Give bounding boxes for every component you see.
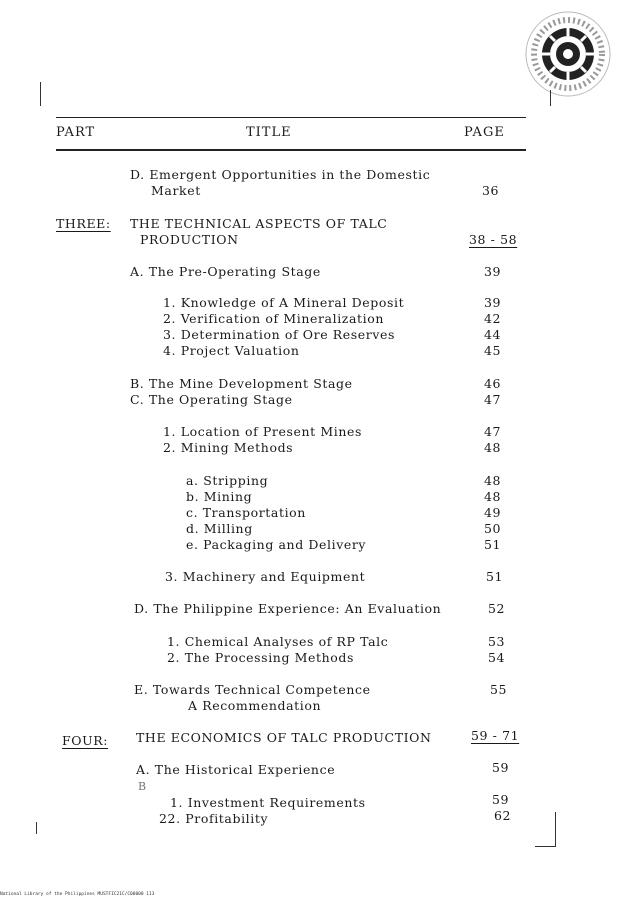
toc-entry-page: 39 xyxy=(484,295,502,310)
toc-item: 1. Investment Requirements xyxy=(170,795,366,810)
toc-item: 1. Chemical Analyses of RP Talc xyxy=(167,634,389,649)
part-pages: 59 - 71 xyxy=(471,728,520,743)
toc-entry-page: 54 xyxy=(488,650,506,665)
toc-entry-page: 39 xyxy=(484,264,502,279)
header-page: PAGE xyxy=(464,125,505,140)
toc-entry-page: 52 xyxy=(488,601,506,616)
part-title: THE ECONOMICS OF TALC PRODUCTION xyxy=(136,730,432,745)
toc-section: B. The Mine Development Stage xyxy=(130,376,353,391)
toc-entry-page: 44 xyxy=(484,327,502,342)
toc-item: 2. Verification of Mineralization xyxy=(163,311,385,326)
header-part: PART xyxy=(56,125,96,140)
header-title: TITLE xyxy=(246,125,292,140)
toc-item: 1. Knowledge of A Mineral Deposit xyxy=(163,295,405,310)
toc-section: C. The Operating Stage xyxy=(130,392,293,407)
toc-entry-page: 36 xyxy=(482,183,500,198)
toc-entry-page: 46 xyxy=(484,376,502,391)
toc-section: A. The Pre-Operating Stage xyxy=(130,264,321,279)
toc-item: 2. The Processing Methods xyxy=(167,650,355,665)
toc-section: D. The Philippine Experience: An Evaluation xyxy=(134,601,442,616)
toc-entry-page: 59 xyxy=(492,760,510,775)
toc-section: A. The Historical Experience xyxy=(136,762,336,777)
margin-tick xyxy=(40,82,41,106)
toc-section: B xyxy=(138,780,147,793)
header-top-rule xyxy=(56,117,526,118)
part-pages: 38 - 58 xyxy=(469,232,518,247)
toc-entry-page: 49 xyxy=(484,505,502,520)
toc-entry-page: 42 xyxy=(484,311,502,326)
part-label: FOUR: xyxy=(62,733,109,748)
toc-section: E. Towards Technical Competence xyxy=(134,682,371,697)
toc-entry-page: 51 xyxy=(486,569,504,584)
toc-entry-page: 47 xyxy=(484,424,502,439)
toc-entry-page: 50 xyxy=(484,521,502,536)
part-title: THE TECHNICAL ASPECTS OF TALC xyxy=(130,216,388,231)
toc-entry-page: 48 xyxy=(484,473,502,488)
toc-item: 3. Determination of Ore Reserves xyxy=(163,327,396,342)
part-title: PRODUCTION xyxy=(140,232,239,247)
toc-entry-page: 48 xyxy=(484,440,502,455)
toc-entry-title: D. Emergent Opportunities in the Domestic xyxy=(130,167,431,182)
margin-tick xyxy=(36,822,37,834)
margin-tick xyxy=(550,90,551,106)
margin-tick xyxy=(535,846,556,847)
toc-item: 3. Machinery and Equipment xyxy=(165,569,366,584)
toc-item: 4. Project Valuation xyxy=(163,343,300,358)
university-seal-icon xyxy=(518,6,618,102)
toc-entry-page: 59 xyxy=(492,792,510,807)
toc-subitem: a. Stripping xyxy=(186,473,269,488)
toc-entry-page: 62 xyxy=(494,808,512,823)
toc-item: 22. Profitability xyxy=(159,811,269,826)
toc-subitem: d. Milling xyxy=(186,521,253,536)
margin-tick xyxy=(555,812,556,846)
header-bottom-rule xyxy=(56,149,526,151)
footer-text: National Library of the Philippines MUSTFIC21C/C00000 113 xyxy=(0,892,155,897)
toc-subitem: b. Mining xyxy=(186,489,253,504)
toc-entry-page: 53 xyxy=(488,634,506,649)
toc-entry-page: 45 xyxy=(484,343,502,358)
toc-section-subtitle: A Recommendation xyxy=(188,698,322,713)
toc-entry-title: Market xyxy=(151,183,201,198)
toc-subitem: e. Packaging and Delivery xyxy=(186,537,367,552)
toc-subitem: c. Transportation xyxy=(186,505,306,520)
toc-entry-page: 55 xyxy=(490,682,508,697)
part-label: THREE: xyxy=(56,216,111,231)
toc-entry-page: 48 xyxy=(484,489,502,504)
toc-item: 2. Mining Methods xyxy=(163,440,294,455)
toc-entry-page: 51 xyxy=(484,537,502,552)
toc-item: 1. Location of Present Mines xyxy=(163,424,362,439)
toc-entry-page: 47 xyxy=(484,392,502,407)
